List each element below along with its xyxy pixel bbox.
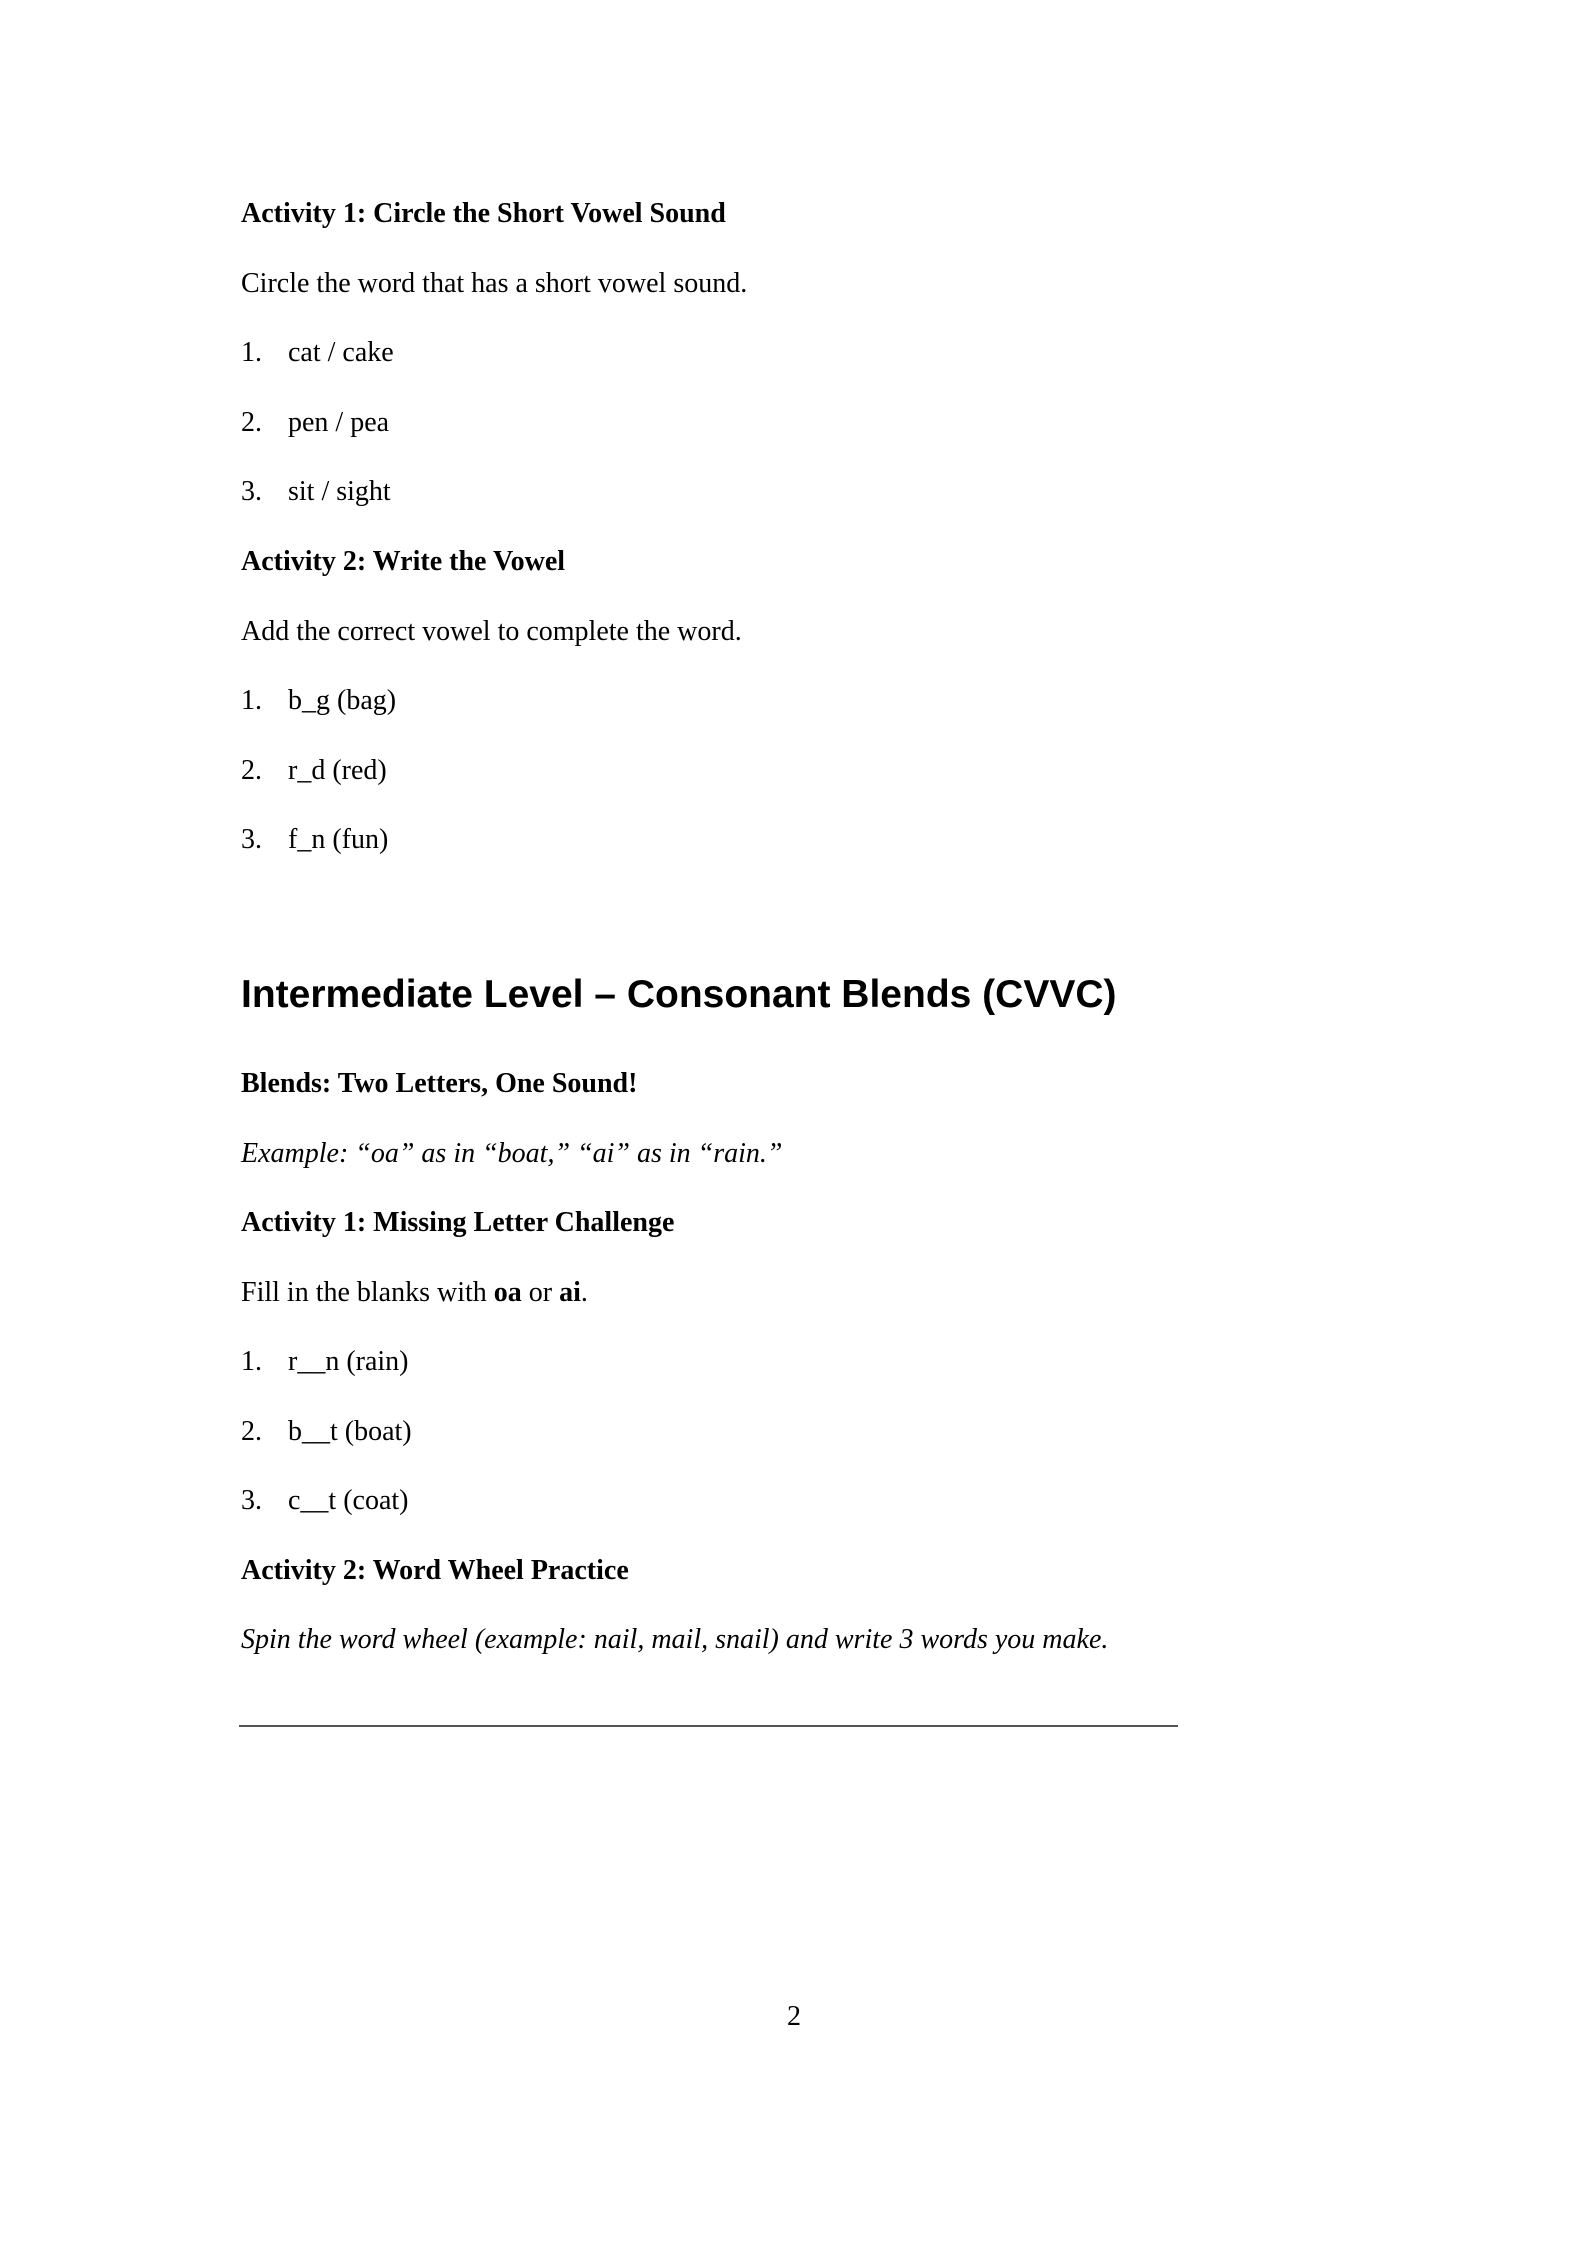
list-item bbox=[241, 1348, 409, 1376]
list-item-text: c__t (coat) bbox=[288, 1485, 409, 1516]
example-text: Example: “oa” as in “boat,” “ai” as in “rain.” bbox=[241, 1138, 783, 1169]
instruction-text: . bbox=[580, 1277, 588, 1308]
activity1-instruction: Circle the word that has a short vowel sound. bbox=[241, 268, 748, 299]
missing-letter-heading: Activity 1: Missing Letter Challenge bbox=[241, 1207, 675, 1238]
instruction-text: or bbox=[521, 1277, 560, 1308]
list-number: 1. bbox=[241, 685, 262, 716]
list-number: 2. bbox=[241, 755, 262, 786]
list-item-text: f_n (fun) bbox=[288, 824, 389, 855]
list-item-text: sit / sight bbox=[288, 476, 391, 507]
list-item bbox=[241, 478, 391, 506]
list-number: 2. bbox=[241, 1416, 262, 1447]
missing-letter-instruction bbox=[241, 1279, 588, 1307]
list-item bbox=[241, 339, 394, 367]
page-number: 2 bbox=[787, 2001, 801, 2032]
word-wheel-instruction: Spin the word wheel (example: nail, mail, snail) and write 3 words you make. bbox=[241, 1624, 1109, 1655]
list-item bbox=[241, 409, 389, 437]
blends-subheading: Blends: Two Letters, One Sound! bbox=[241, 1068, 638, 1099]
section-heading: Intermediate Level – Consonant Blends (CVVC) bbox=[241, 973, 1117, 1016]
list-item bbox=[241, 757, 387, 785]
list-item-text: b_g (bag) bbox=[288, 685, 397, 716]
list-number: 1. bbox=[241, 1346, 262, 1377]
list-item bbox=[241, 1487, 409, 1515]
option-oa: oa bbox=[493, 1277, 522, 1308]
list-number: 3. bbox=[241, 476, 262, 507]
list-item-text: r__n (rain) bbox=[288, 1346, 409, 1377]
activity1-heading: Activity 1: Circle the Short Vowel Sound bbox=[241, 198, 726, 229]
instruction-text: Fill in the blanks with bbox=[241, 1277, 494, 1308]
list-number: 1. bbox=[241, 337, 262, 368]
list-item-text: b__t (boat) bbox=[288, 1416, 412, 1447]
list-item-text: r_d (red) bbox=[288, 755, 387, 786]
option-ai: ai bbox=[559, 1277, 581, 1308]
list-item-text: cat / cake bbox=[288, 337, 394, 368]
word-wheel-heading: Activity 2: Word Wheel Practice bbox=[241, 1555, 629, 1586]
list-item bbox=[241, 826, 388, 854]
list-number: 3. bbox=[241, 1485, 262, 1516]
activity2-heading: Activity 2: Write the Vowel bbox=[241, 546, 566, 577]
list-item bbox=[241, 687, 396, 715]
list-number: 2. bbox=[241, 407, 262, 438]
answer-line bbox=[239, 1725, 1178, 1727]
list-number: 3. bbox=[241, 824, 262, 855]
list-item-text: pen / pea bbox=[288, 407, 390, 438]
list-item bbox=[241, 1418, 412, 1446]
activity2-instruction: Add the correct vowel to complete the word. bbox=[241, 616, 742, 647]
